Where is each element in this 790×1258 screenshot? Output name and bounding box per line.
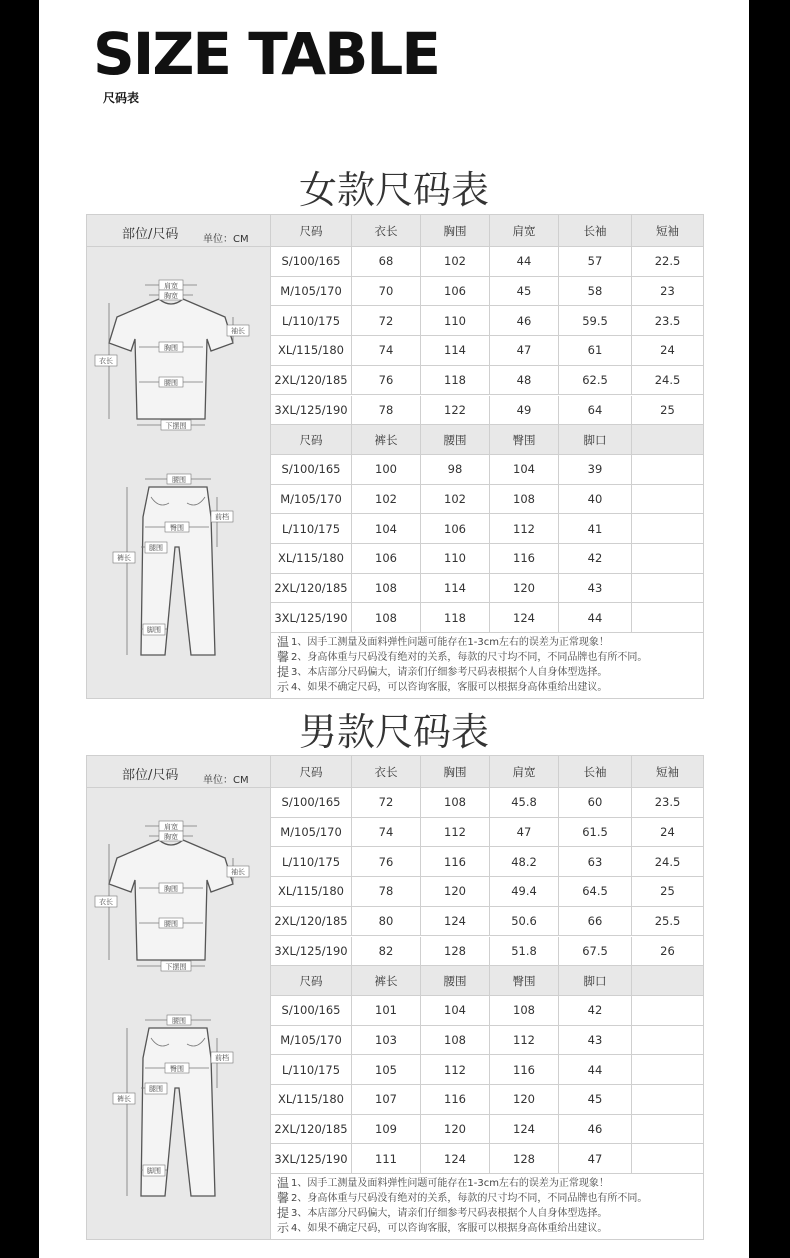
tip-line: 1、因手工测量及面料弹性问题可能存在1-3cm左右的误差为正常现象！ bbox=[291, 637, 609, 649]
table-cell bbox=[632, 1115, 703, 1145]
table-cell: 76 bbox=[352, 366, 421, 396]
table-cell: 63 bbox=[559, 847, 632, 877]
column-header: 短袖 bbox=[632, 215, 703, 247]
table-cell: 74 bbox=[352, 818, 421, 848]
table-cell: 44 bbox=[559, 1055, 632, 1085]
table-cell: S/100/165 bbox=[271, 247, 352, 277]
table-cell bbox=[632, 1144, 703, 1174]
table-cell: 60 bbox=[559, 788, 632, 818]
table-cell: M/105/170 bbox=[271, 277, 352, 307]
table-cell bbox=[632, 514, 703, 544]
tip-line: 2、身高体重与尺码没有绝对的关系，每款的尺寸均不同，不同品牌也有所不同。 bbox=[291, 652, 648, 664]
table-cell: 106 bbox=[352, 544, 421, 574]
table-cell bbox=[632, 455, 703, 485]
table-cell: 104 bbox=[490, 455, 559, 485]
table-cell: XL/115/180 bbox=[271, 544, 352, 574]
table-cell: 43 bbox=[559, 574, 632, 604]
table-cell: 100 bbox=[352, 455, 421, 485]
unit-label: 单位：CM bbox=[203, 775, 249, 786]
table-cell: XL/115/180 bbox=[271, 336, 352, 366]
table-cell: 72 bbox=[352, 788, 421, 818]
tip-line: 4、如果不确定尺码，可以咨询客服，客服可以根据身高体重给出建议。 bbox=[291, 682, 608, 694]
column-header: 裤长 bbox=[352, 425, 421, 455]
column-header: 尺码 bbox=[271, 966, 352, 996]
table-cell: 49 bbox=[490, 396, 559, 426]
table-cell: 102 bbox=[421, 247, 490, 277]
label-thigh: 腿围 bbox=[149, 1085, 163, 1093]
table-cell: 3XL/125/190 bbox=[271, 937, 352, 967]
table-cell: 124 bbox=[490, 603, 559, 633]
table-cell: 51.8 bbox=[490, 937, 559, 967]
table-cell: 124 bbox=[421, 1144, 490, 1174]
tips-heading-char: 示 bbox=[277, 1221, 290, 1236]
table-cell: 112 bbox=[490, 1026, 559, 1056]
table-cell bbox=[632, 996, 703, 1026]
part-size-label: 部位/尺码 bbox=[122, 768, 179, 783]
tip-line: 3、本店部分尺码偏大，请亲们仔细参考尺码表根据个人自身体型选择。 bbox=[291, 1208, 608, 1220]
unit-label: 单位：CM bbox=[203, 234, 249, 245]
table-cell: 120 bbox=[490, 574, 559, 604]
label-pants-length: 裤长 bbox=[117, 1095, 131, 1103]
tip-line: 3、本店部分尺码偏大，请亲们仔细参考尺码表根据个人自身体型选择。 bbox=[291, 667, 608, 679]
table-cell: 104 bbox=[352, 514, 421, 544]
column-header: 胸围 bbox=[421, 756, 490, 788]
label-shoulder: 肩宽 bbox=[164, 823, 178, 831]
table-cell: 40 bbox=[559, 485, 632, 515]
table-cell: 116 bbox=[490, 1055, 559, 1085]
table-cell: 116 bbox=[490, 544, 559, 574]
label-sleeve: 袖长 bbox=[231, 868, 245, 876]
table-cell: 23 bbox=[632, 277, 703, 307]
label-shoulder: 肩宽 bbox=[164, 282, 178, 290]
table-cell: 128 bbox=[421, 937, 490, 967]
page-subtitle: 尺码表 bbox=[103, 91, 140, 105]
table-cell: 108 bbox=[421, 1026, 490, 1056]
column-header: 长袖 bbox=[559, 756, 632, 788]
table-cell: 26 bbox=[632, 937, 703, 967]
table-cell: 118 bbox=[421, 366, 490, 396]
column-header: 衣长 bbox=[352, 756, 421, 788]
size-table bbox=[86, 755, 704, 1240]
table-cell: 23.5 bbox=[632, 788, 703, 818]
table-cell: 120 bbox=[421, 877, 490, 907]
table-cell: 64 bbox=[559, 396, 632, 426]
column-header: 腰围 bbox=[421, 425, 490, 455]
tips-heading-char: 提 bbox=[277, 1206, 290, 1221]
label-length: 衣长 bbox=[99, 357, 113, 365]
table-cell: 45.8 bbox=[490, 788, 559, 818]
table-cell: 66 bbox=[559, 907, 632, 937]
label-hem: 下摆围 bbox=[165, 422, 187, 430]
table-cell: 58 bbox=[559, 277, 632, 307]
table-cell: 80 bbox=[352, 907, 421, 937]
tips-lines bbox=[291, 635, 647, 695]
column-header: 肩宽 bbox=[490, 215, 559, 247]
tips-heading-char: 提 bbox=[277, 665, 290, 680]
column-header: 衣长 bbox=[352, 215, 421, 247]
table-cell: 2XL/120/185 bbox=[271, 574, 352, 604]
table-cell: 108 bbox=[490, 485, 559, 515]
table-cell: 46 bbox=[490, 306, 559, 336]
table-cell: 25 bbox=[632, 877, 703, 907]
tip-line: 1、因手工测量及面料弹性问题可能存在1-3cm左右的误差为正常现象！ bbox=[291, 1178, 609, 1190]
table-cell bbox=[632, 603, 703, 633]
size-table-page bbox=[39, 0, 749, 1258]
tshirt-diagram bbox=[87, 247, 271, 698]
table-cell: L/110/175 bbox=[271, 514, 352, 544]
table-cell: 118 bbox=[421, 603, 490, 633]
table-cell bbox=[632, 544, 703, 574]
column-header: 脚口 bbox=[559, 425, 632, 455]
label-chest: 胸围 bbox=[164, 344, 178, 352]
table-cell: 2XL/120/185 bbox=[271, 366, 352, 396]
label-waist: 腰围 bbox=[164, 920, 178, 928]
table-cell bbox=[632, 1026, 703, 1056]
table-cell bbox=[632, 1085, 703, 1115]
label-hem: 下摆围 bbox=[165, 963, 187, 971]
tips-heading-char: 馨 bbox=[277, 1191, 290, 1206]
part-size-header bbox=[87, 756, 271, 788]
table-cell: 124 bbox=[490, 1115, 559, 1145]
table-cell bbox=[632, 1055, 703, 1085]
table-cell: 116 bbox=[421, 1085, 490, 1115]
label-chest-width: 胸宽 bbox=[164, 833, 178, 841]
measurement-figures bbox=[87, 788, 271, 1239]
table-cell bbox=[632, 485, 703, 515]
column-header: 尺码 bbox=[271, 425, 352, 455]
table-cell: 47 bbox=[490, 818, 559, 848]
table-cell: 2XL/120/185 bbox=[271, 907, 352, 937]
table-cell bbox=[632, 574, 703, 604]
table-cell: 110 bbox=[421, 306, 490, 336]
table-cell: 78 bbox=[352, 877, 421, 907]
section-title: 女款尺码表 bbox=[298, 168, 489, 212]
table-cell: 45 bbox=[559, 1085, 632, 1115]
label-chest-width: 胸宽 bbox=[164, 292, 178, 300]
table-cell: 120 bbox=[421, 1115, 490, 1145]
label-hip: 臀围 bbox=[170, 1065, 184, 1073]
label-rise: 前档 bbox=[215, 1054, 229, 1062]
table-cell: 44 bbox=[490, 247, 559, 277]
table-cell: S/100/165 bbox=[271, 788, 352, 818]
part-size-label: 部位/尺码 bbox=[122, 227, 179, 242]
table-cell: 124 bbox=[421, 907, 490, 937]
label-leg-opening: 脚围 bbox=[147, 1167, 161, 1175]
table-cell: 112 bbox=[490, 514, 559, 544]
table-cell: 108 bbox=[352, 574, 421, 604]
table-cell: 112 bbox=[421, 1055, 490, 1085]
tips-heading bbox=[277, 635, 291, 695]
table-cell: 42 bbox=[559, 996, 632, 1026]
column-header: 尺码 bbox=[271, 215, 352, 247]
label-chest: 胸围 bbox=[164, 885, 178, 893]
table-cell: L/110/175 bbox=[271, 1055, 352, 1085]
table-cell: 22.5 bbox=[632, 247, 703, 277]
table-cell: S/100/165 bbox=[271, 996, 352, 1026]
table-cell: 104 bbox=[421, 996, 490, 1026]
table-cell: 23.5 bbox=[632, 306, 703, 336]
table-cell: XL/115/180 bbox=[271, 1085, 352, 1115]
table-cell: 102 bbox=[352, 485, 421, 515]
part-size-header bbox=[87, 215, 271, 247]
table-cell: 24 bbox=[632, 818, 703, 848]
column-header: 胸围 bbox=[421, 215, 490, 247]
table-cell: 24.5 bbox=[632, 847, 703, 877]
table-cell: 114 bbox=[421, 574, 490, 604]
table-cell: 41 bbox=[559, 514, 632, 544]
table-cell: 106 bbox=[421, 514, 490, 544]
table-cell: 120 bbox=[490, 1085, 559, 1115]
table-cell: 82 bbox=[352, 937, 421, 967]
table-cell: M/105/170 bbox=[271, 485, 352, 515]
table-cell: S/100/165 bbox=[271, 455, 352, 485]
table-cell: 24 bbox=[632, 336, 703, 366]
table-cell: 61.5 bbox=[559, 818, 632, 848]
table-cell: 67.5 bbox=[559, 937, 632, 967]
tips-heading-char: 温 bbox=[277, 1176, 290, 1191]
table-cell: 57 bbox=[559, 247, 632, 277]
label-sleeve: 袖长 bbox=[231, 327, 245, 335]
table-cell: 109 bbox=[352, 1115, 421, 1145]
table-cell: 59.5 bbox=[559, 306, 632, 336]
column-header: 腰围 bbox=[421, 966, 490, 996]
table-cell: 98 bbox=[421, 455, 490, 485]
tshirt-diagram bbox=[87, 788, 271, 1239]
table-cell: 43 bbox=[559, 1026, 632, 1056]
table-cell: M/105/170 bbox=[271, 1026, 352, 1056]
column-header: 脚口 bbox=[559, 966, 632, 996]
table-cell: 50.6 bbox=[490, 907, 559, 937]
table-cell: 44 bbox=[559, 603, 632, 633]
tips-lines bbox=[291, 1176, 647, 1236]
table-cell: 108 bbox=[352, 603, 421, 633]
tips-heading-char: 示 bbox=[277, 680, 290, 695]
table-cell: 112 bbox=[421, 818, 490, 848]
column-header: 尺码 bbox=[271, 756, 352, 788]
table-cell: 25.5 bbox=[632, 907, 703, 937]
table-cell: 24.5 bbox=[632, 366, 703, 396]
tips-heading-char: 馨 bbox=[277, 650, 290, 665]
table-cell: 47 bbox=[559, 1144, 632, 1174]
table-cell: XL/115/180 bbox=[271, 877, 352, 907]
column-header: 臀围 bbox=[490, 425, 559, 455]
table-cell: 3XL/125/190 bbox=[271, 603, 352, 633]
table-cell: 110 bbox=[421, 544, 490, 574]
table-cell: 46 bbox=[559, 1115, 632, 1145]
page-title: SIZE TABLE bbox=[93, 20, 439, 88]
table-cell: 106 bbox=[421, 277, 490, 307]
table-cell: 76 bbox=[352, 847, 421, 877]
table-cell: 114 bbox=[421, 336, 490, 366]
warm-tips bbox=[271, 1174, 703, 1236]
table-cell: L/110/175 bbox=[271, 306, 352, 336]
label-pants-waist: 腰围 bbox=[172, 476, 186, 484]
table-cell: 78 bbox=[352, 396, 421, 426]
label-leg-opening: 脚围 bbox=[147, 626, 161, 634]
table-cell: 3XL/125/190 bbox=[271, 396, 352, 426]
table-cell: 122 bbox=[421, 396, 490, 426]
table-cell: 107 bbox=[352, 1085, 421, 1115]
table-cell: 101 bbox=[352, 996, 421, 1026]
table-cell: 47 bbox=[490, 336, 559, 366]
table-cell: M/105/170 bbox=[271, 818, 352, 848]
table-cell: 48.2 bbox=[490, 847, 559, 877]
label-pants-waist: 腰围 bbox=[172, 1017, 186, 1025]
section-title: 男款尺码表 bbox=[298, 710, 489, 754]
table-cell: 108 bbox=[490, 996, 559, 1026]
column-header: 长袖 bbox=[559, 215, 632, 247]
measurement-figures bbox=[87, 247, 271, 698]
column-header: 短袖 bbox=[632, 756, 703, 788]
table-cell: 2XL/120/185 bbox=[271, 1115, 352, 1145]
table-cell: 74 bbox=[352, 336, 421, 366]
table-cell: 39 bbox=[559, 455, 632, 485]
label-thigh: 腿围 bbox=[149, 544, 163, 552]
label-pants-length: 裤长 bbox=[117, 554, 131, 562]
column-header bbox=[632, 425, 703, 455]
label-rise: 前档 bbox=[215, 513, 229, 521]
column-header: 裤长 bbox=[352, 966, 421, 996]
table-cell: L/110/175 bbox=[271, 847, 352, 877]
table-cell: 111 bbox=[352, 1144, 421, 1174]
table-cell: 45 bbox=[490, 277, 559, 307]
label-length: 衣长 bbox=[99, 898, 113, 906]
table-cell: 61 bbox=[559, 336, 632, 366]
label-hip: 臀围 bbox=[170, 524, 184, 532]
table-cell: 108 bbox=[421, 788, 490, 818]
table-cell: 105 bbox=[352, 1055, 421, 1085]
table-cell: 68 bbox=[352, 247, 421, 277]
table-cell: 116 bbox=[421, 847, 490, 877]
column-header: 臀围 bbox=[490, 966, 559, 996]
warm-tips bbox=[271, 633, 703, 695]
label-waist: 腰围 bbox=[164, 379, 178, 387]
table-cell: 3XL/125/190 bbox=[271, 1144, 352, 1174]
column-header: 肩宽 bbox=[490, 756, 559, 788]
table-cell: 62.5 bbox=[559, 366, 632, 396]
tips-heading bbox=[277, 1176, 291, 1236]
table-cell: 102 bbox=[421, 485, 490, 515]
table-cell: 49.4 bbox=[490, 877, 559, 907]
table-cell: 103 bbox=[352, 1026, 421, 1056]
column-header bbox=[632, 966, 703, 996]
table-cell: 48 bbox=[490, 366, 559, 396]
tip-line: 2、身高体重与尺码没有绝对的关系，每款的尺寸均不同，不同品牌也有所不同。 bbox=[291, 1193, 648, 1205]
table-cell: 72 bbox=[352, 306, 421, 336]
tip-line: 4、如果不确定尺码，可以咨询客服，客服可以根据身高体重给出建议。 bbox=[291, 1223, 608, 1235]
table-cell: 128 bbox=[490, 1144, 559, 1174]
table-cell: 70 bbox=[352, 277, 421, 307]
table-cell: 64.5 bbox=[559, 877, 632, 907]
table-cell: 42 bbox=[559, 544, 632, 574]
tips-heading-char: 温 bbox=[277, 635, 290, 650]
table-cell: 25 bbox=[632, 396, 703, 426]
size-table bbox=[86, 214, 704, 699]
